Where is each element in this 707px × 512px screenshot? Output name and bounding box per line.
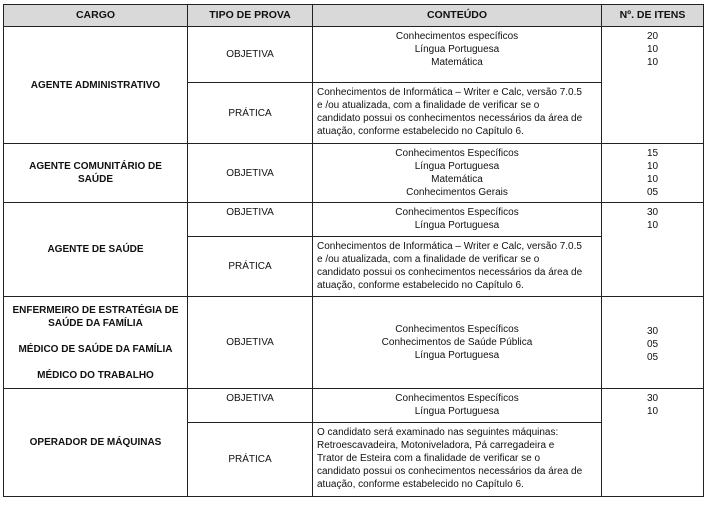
tipo-cell: OBJETIVA	[188, 389, 313, 423]
itens-value: 30	[646, 393, 659, 404]
cargo-name: MÉDICO DO TRABALHO	[37, 369, 154, 381]
itens-value: 20	[646, 31, 659, 42]
conteudo-line: Conhecimentos de Informática – Writer e Calc, versão 7.0.5	[317, 87, 582, 98]
cargo-cell	[4, 27, 188, 144]
itens-value: 10	[646, 406, 659, 417]
conteudo-item: Conhecimentos Gerais	[406, 187, 508, 198]
conteudo-item: Conhecimentos de Saúde Pública	[381, 337, 533, 348]
conteudo-item: Matemática	[431, 57, 483, 68]
cargo-name: MÉDICO DE SAÚDE DA FAMÍLIA	[18, 343, 173, 355]
conteudo-cell	[313, 144, 602, 203]
conteudo-cell	[313, 423, 602, 497]
cargo-name: OPERADOR DE MÁQUINAS	[29, 437, 162, 448]
tipo-cell: PRÁTICA	[188, 237, 313, 297]
cargo-name: ENFERMEIRO DE ESTRATÉGIA DE	[12, 304, 179, 316]
cargo-cell	[4, 203, 188, 297]
itens-value: 10	[646, 161, 659, 172]
table-row	[4, 203, 704, 237]
itens-value: 30	[646, 325, 659, 337]
conteudo-line: candidato possui os conhecimentos necessários da área de	[317, 466, 583, 477]
conteudo-item: Conhecimentos específicos	[395, 31, 519, 42]
itens-value: 10	[646, 220, 659, 231]
itens-value: 15	[646, 148, 659, 159]
conteudo-line: Retroescavadeira, Motoniveladora, Pá carregadeira e	[317, 440, 555, 451]
conteudo-item: Língua Portuguesa	[414, 406, 500, 417]
cargo-cell	[4, 389, 188, 497]
cargo-cell	[4, 144, 188, 203]
tipo-cell: OBJETIVA	[188, 144, 313, 203]
itens-cell	[602, 27, 704, 144]
itens-cell	[602, 144, 704, 203]
conteudo-item: Matemática	[431, 174, 483, 185]
cargo-name: AGENTE ADMINISTRATIVO	[30, 79, 161, 91]
conteudo-cell	[313, 389, 602, 423]
itens-value: 05	[646, 351, 659, 363]
cargo-name: AGENTE DE SAÚDE	[47, 244, 144, 255]
conteudo-item: Conhecimentos Específicos	[395, 207, 519, 218]
conteudo-line: O candidato será examinado nas seguintes máquinas:	[317, 427, 559, 438]
header-numero-de-itens: Nº. DE ITENS	[602, 5, 704, 27]
conteudo-cell	[313, 83, 602, 144]
tipo-cell: OBJETIVA	[188, 27, 313, 83]
header-tipo-de-prova: TIPO DE PROVA	[188, 5, 313, 27]
itens-value: 10	[646, 174, 659, 185]
itens-cell	[602, 203, 704, 297]
header-cargo: CARGO	[4, 5, 188, 27]
table-row	[4, 297, 704, 389]
conteudo-item: Conhecimentos Específicos	[395, 324, 519, 335]
conteudo-line: Trator de Esteira com a finalidade de verificar se o	[317, 453, 541, 464]
conteudo-item: Língua Portuguesa	[414, 44, 500, 55]
table-row	[4, 27, 704, 83]
conteudo-cell	[313, 297, 602, 389]
itens-value: 10	[646, 44, 659, 55]
itens-cell	[602, 297, 704, 389]
tipo-cell: PRÁTICA	[188, 423, 313, 497]
tipo-cell: PRÁTICA	[188, 83, 313, 144]
conteudo-item: Língua Portuguesa	[414, 350, 500, 361]
conteudo-line: e /ou atualizada, com a finalidade de verificar se o	[317, 254, 540, 265]
conteudo-cell	[313, 237, 602, 297]
table-row	[4, 389, 704, 423]
conteudo-item: Língua Portuguesa	[414, 220, 500, 231]
tipo-cell: OBJETIVA	[188, 203, 313, 237]
conteudo-line: atuação, conforme estabelecido no Capítulo 6.	[317, 280, 524, 291]
itens-value: 10	[646, 57, 659, 68]
conteudo-item: Língua Portuguesa	[414, 161, 500, 172]
itens-value: 05	[646, 187, 659, 198]
conteudo-line: Conhecimentos de Informática – Writer e Calc, versão 7.0.5	[317, 241, 582, 252]
cargo-name: SAÚDE	[77, 174, 113, 185]
conteudo-item: Conhecimentos Específicos	[395, 148, 519, 159]
conteudo-line: e /ou atualizada, com a finalidade de verificar se o	[317, 100, 540, 111]
cargo-name: AGENTE COMUNITÁRIO DE	[29, 161, 162, 172]
conteudo-line: candidato possui os conhecimentos necessários da área de	[317, 113, 583, 124]
conteudo-line: candidato possui os conhecimentos necessários da área de	[317, 267, 583, 278]
conteudo-item: Conhecimentos Específicos	[395, 393, 519, 404]
conteudo-cell	[313, 203, 602, 237]
tipo-cell: OBJETIVA	[188, 297, 313, 389]
itens-value: 05	[646, 338, 659, 350]
cargo-name: SAÚDE DA FAMÍLIA	[48, 317, 143, 329]
conteudo-line: atuação, conforme estabelecido no Capítulo 6.	[317, 479, 524, 490]
conteudo-cell	[313, 27, 602, 83]
itens-value: 30	[646, 207, 659, 218]
conteudo-line: atuação, conforme estabelecido no Capítulo 6.	[317, 126, 524, 137]
itens-cell	[602, 389, 704, 497]
exam-table	[3, 4, 704, 497]
table-header-row	[4, 5, 704, 27]
table-row	[4, 144, 704, 203]
header-conteudo: CONTEÚDO	[313, 5, 602, 27]
cargo-cell	[4, 297, 188, 389]
